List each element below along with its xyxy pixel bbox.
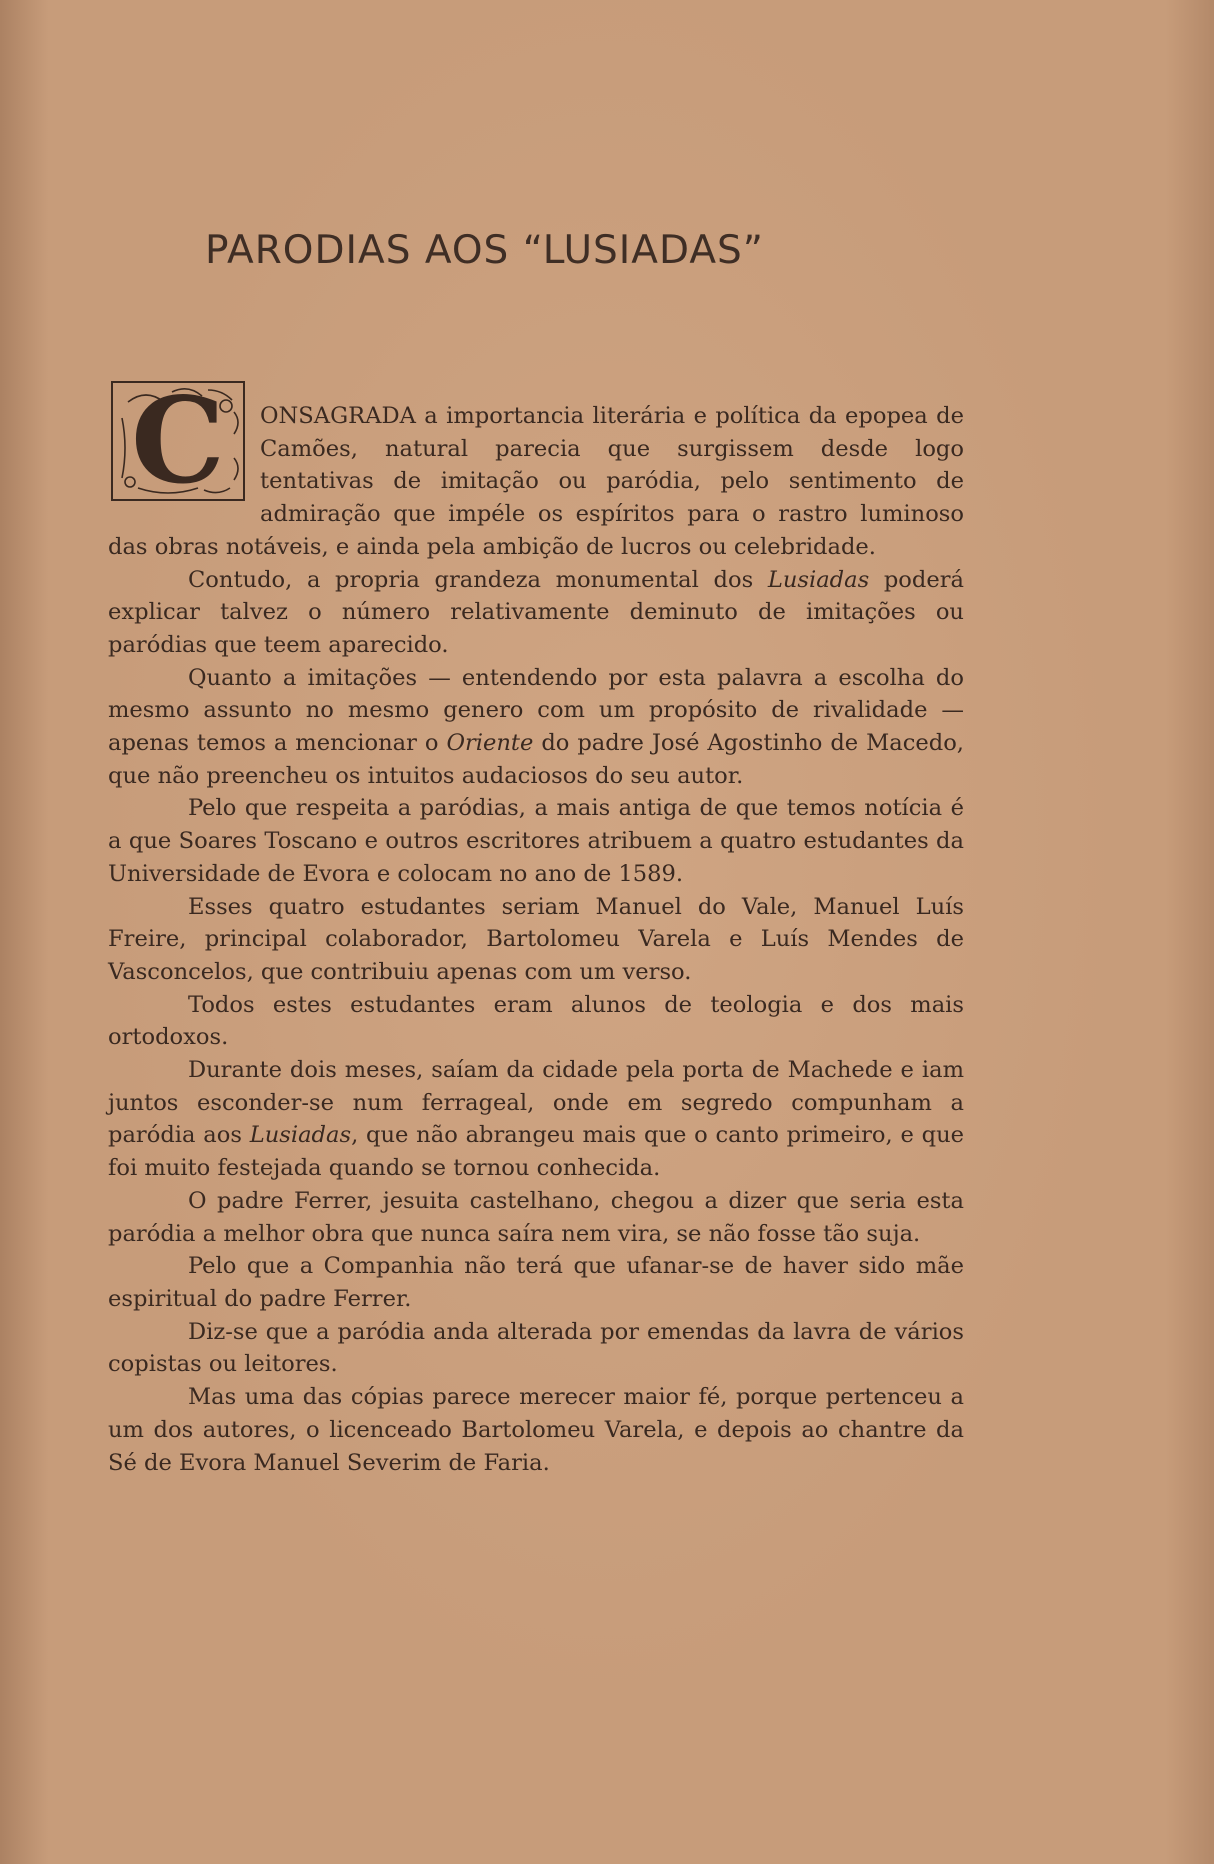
paragraph-11: Mas uma das cópias parece merecer maior fé, porque pertenceu a um dos autores, o licenceado Bartolomeu Varela, e depois ao chantre da Sé de Evora Manuel Severim de Faria. [108, 1384, 964, 1476]
paragraph-1 [108, 378, 964, 564]
paragraph-6: Todos estes estudantes eram alunos de teologia e dos mais ortodoxos. [108, 991, 964, 1051]
paragraph-text: Quanto a imitações — entendendo por esta palavra a escolha do mesmo assunto no mesmo genero com um propósito de rivalidade — apenas temos a mencionar o [108, 664, 964, 757]
paragraph-5: Esses quatro estudantes seriam Manuel do Vale, Manuel Luís Freire, principal colaborador, Bartolomeu Varela e Luís Mendes de Vasconcelos, que contribuiu apenas com um verso. [108, 893, 964, 985]
italic-title: Oriente [446, 730, 534, 757]
body-text [108, 378, 964, 1479]
paragraph-text: Contudo, a propria grandeza monumental dos [188, 566, 768, 593]
italic-title: Lusiadas [767, 566, 870, 593]
paragraph-text: ONSAGRADA a importancia literária e política da epopea de Camões, natural parecia que surgissem desde logo tentativas de imitação ou paródia, pelo sentimento de admiração que impéle os espíritos para o rastro luminoso das obras notáveis, e ainda pela ambição de lucros ou celebridade. [108, 403, 964, 560]
paragraph-3 [108, 662, 964, 793]
paragraph-text: poderá explicar talvez o número relativamente deminuto de imitações ou paródias que teem aparecido. [108, 566, 964, 658]
ornamental-drop-cap [108, 378, 248, 504]
paragraph-text: Durante dois meses, saíam da cidade pela porta de Machede e iam juntos esconder-se num ferrageal, onde em segredo compunham a paródia aos [108, 1057, 964, 1149]
page-title: PARODIAS AOS “LUSIADAS” [205, 228, 764, 273]
svg-text:C: C [131, 378, 225, 504]
paragraph-7 [108, 1054, 964, 1185]
paragraph-8: O padre Ferrer, jesuita castelhano, chegou a dizer que seria esta paródia a melhor obra que nunca saíra nem vira, se não fosse tão suja. [108, 1187, 964, 1247]
paragraph-9: Pelo que a Companhia não terá que ufanar-se de haver sido mãe espiritual do padre Ferrer. [108, 1253, 964, 1312]
italic-title: Lusiadas [249, 1122, 352, 1149]
paragraph-2 [108, 564, 964, 662]
paragraph-text: do padre José Agostinho de Macedo, que não preencheu os intuitos audaciosos do seu autor. [108, 730, 964, 789]
paragraph-10: Diz-se que a paródia anda alterada por emendas da lavra de vários copistas ou leitores. [108, 1318, 964, 1378]
drop-cap-c-icon [108, 378, 248, 504]
paragraph-4: Pelo que respeita a paródias, a mais antiga de que temos notícia é a que Soares Toscano e outros escritores atribuem a quatro estudantes da Universidade de Evora e colocam no ano de 1589. [108, 795, 964, 887]
paragraph-text: , que não abrangeu mais que o canto primeiro, e que foi muito festejada quando se tornou conhecida. [108, 1122, 964, 1182]
